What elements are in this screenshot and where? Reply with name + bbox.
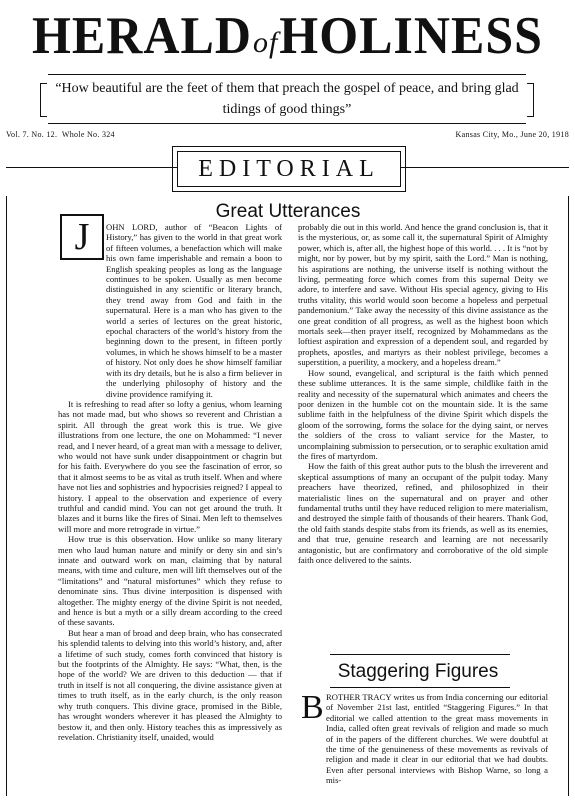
masthead-herald: HERALD: [32, 5, 252, 65]
section-header: [0, 147, 575, 189]
paragraph: It is refreshing to read after so lofty a genius, whom learning has not made mad, but who shows so reverent and Christian a spirit. All through the great work this is true. We give illustrations from one lecture, the one on Mohammed: “I never read, and I never heard, of a great man with a message to deliver, who would not have sunk under disappointment or chagrin but for his faith. Everywhere do you see the fascination of error, so that it almost seems to be as vital as truth itself. When and where have not lies and sophistries and hypocrisies reigned? I appeal to history. I appeal to the observation and experience of every truthful and candid mind. You can not get around the truth. It blazes and it burns like the fires of Sinai. Men left to themselves will more and more retrograde in virtue.”: [58, 398, 282, 534]
divider: [330, 654, 510, 655]
section-title: EDITORIAL: [177, 151, 401, 187]
paragraph: How the faith of this great author puts to the blush the irreverent and skeptical assumptions of many an occupant of the pulpit today. Many preachers have theorized, refined, and philosophized in their materialistic lines on the supernatural and on prayer and other fundamental truths until they have reduced religion to mere materialism, and destroyed the simple faith of thousands of their hearers. Thank God, the old faith stands despite stabs from its friends, as well as its enemies, and that true, genuine research and learning are not necessarily antagonistic, but are confirmatory and corroborative of the old simple faith once delivered to the saints.: [298, 461, 548, 565]
article-column-2: [298, 222, 548, 650]
paragraph: How true is this observation. How unlike so many literary men who laud human nature and minify or deny sin and sin’s innate and outward work on man, claiming that by natural means, with time and culture, men will lift themselves out of the “limitations” and “natural misfortunes” which they refuse to denominate sins. Thus divine interposition is dispensed with altogether. The mighty energy of the divine Spirit is not needed, and hence is but a myth or a silly dream according to the creed of these savants.: [58, 534, 282, 628]
motto-text: “How beautiful are the feet of them that preach the gospel of peace, and bring glad tidings of good things”: [55, 81, 519, 117]
issue-line: [6, 130, 569, 139]
drop-cap: J: [60, 214, 104, 260]
article-column-1: [58, 222, 282, 792]
paragraph: How sound, evangelical, and scriptural is the faith which penned these sublime utterances. It is the same simple, childlike faith in the reality and necessity of the supernatural which animates and cheers the poor denizen in the humble cot on the mountain side. It is the same sublime faith in the helpfulness of the divine Spirit which dispels the gloom of the sorrowing, forms the solace for the dying saint, or nerves the soldiers of the cross to valiant service for the Master, to uncomplaining submission to persecution, or to seraphic exultation amid the fires of martyrdom.: [298, 367, 548, 461]
drop-cap-b: B: [301, 689, 324, 726]
article-2-body: [298, 689, 548, 792]
masthead: [0, 6, 575, 64]
divider: [330, 687, 510, 688]
paragraph: ROTHER TRACY writes us from India concerning our editorial of November 21st last, entitled “Staggering Figures.” In that editorial we called attention to the great mass movements in India, called often great revivals of religion and made so much of in the papers of the different churches. We were doubtful at the time of the genuineness of these movements as revivals of religion and made it clear in our editorial that we had doubts. Even after personal interviews with Bishop Warne, so long a mis-: [326, 692, 548, 786]
masthead-holiness: HOLINESS: [279, 5, 543, 65]
motto-banner: [48, 74, 526, 124]
whole-number: Whole No. 324: [61, 130, 115, 139]
article-title-great-utterances: Great Utterances: [215, 201, 361, 222]
place-date: Kansas City, Mo., June 20, 1918: [455, 130, 569, 139]
paragraph: probably die out in this world. And hence the grand conclusion is, that it is the mysterious, or, as some call it, the supernatural Spirit of Almighty power, which is, after all, the highest hope of this world. . . . It is “not by might, nor by power, but by my spirit, saith the Lord.” Man is nothing, his aspirations are nothing, the universe itself is nothing without the living, permeating force which comes from this supernal Deity we adore, to interfere and save. Without His special agency, giving to His truths vitality, this world would soon become a hopeless and perpetual pandemonium.” Take away the necessity of this divine assistance as the one great condition of all progress, as well as the highest boon which mortals seek—then prayer itself, recognized by Mohammedans as the loftiest aspiration and expression of a dependent soul, and regarded by prophets, apostles, and martyrs as their noblest privilege, becomes a superstition, a puerility, a mockery, and a hopeless dream.”: [298, 222, 548, 368]
paragraph: But hear a man of broad and deep brain, who has consecrated his splendid talents to delving into this world’s history, and, after a lifetime of such study, comes forth convinced that history is but the footprints of the Almighty. He says: “What, then, is the hope of the world? We are driven to this deduction — that if truth in itself is not all conquering, the divine assistance given at times to truth itself, as in the early church, is the only reason why truth conquers. This divine grace, promised in the Bible, has wrought wonders wherever it has pleased the Almighty to bestow it, and then only. History teaches this as impressively as revelation. Christianity itself, unaided, would: [58, 627, 282, 742]
masthead-of: of: [252, 26, 279, 59]
volume-number: Vol. 7. No. 12. Whole No. 324: [6, 130, 115, 139]
paragraph: OHN LORD, author of “Beacon Lights of History,” has given to the world in that great work of fifteen volumes, a benefaction which will make his own fame imperishable and remain a boon to English speaking peoples as long as the language continues to be spoken. Usually as men become distinguished in any scientific or literary branch, they trend away from God and faith in the supernatural. Here is a man who has given to the world a series of lectures on the great historic, epochal characters of the world’s history from the beginning down to the present, in fifteen portly volumes, in which he shows himself to be a master of history. Not only does he show himself familiar with its dry details, but he is also a firm believer in the underlying philosophy of history and the divine providence ramifying it.: [106, 222, 282, 399]
article-title-staggering-figures: Staggering Figures: [337, 661, 499, 682]
